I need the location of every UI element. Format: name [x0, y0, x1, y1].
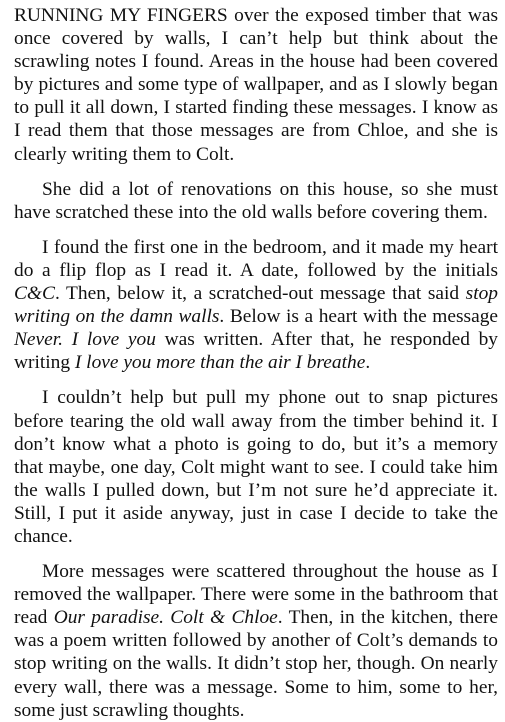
- italic-segment: stop writing on the damn walls: [14, 283, 498, 328]
- text-segment: . Then, below it, a scratched-out message that said: [54, 283, 466, 305]
- text-segment: I couldn’t help but pull my phone out to snap pictures before tearing the old wall away from the timber behind it. I don’t know what a photo is going to do, but it’s a memory that maybe, one day, Colt might want to see. I could take him the walls I pulled down, but I’m not sure he’d appreciate it. Still, I put it aside anyway, just in case I decide to take the chance.: [14, 387, 498, 547]
- italic-segment: I love you more than the air I breathe: [74, 352, 366, 374]
- text-segment: More messages were scattered throughout the house as I removed the wallpaper. There were some in the bathroom that read: [14, 561, 498, 629]
- text-segment: I found the first one in the bedroom, and it made my heart do a flip flop as I read it. A date, followed by the initials: [14, 236, 498, 281]
- paragraph-5: [14, 560, 498, 722]
- paragraph-4: [14, 386, 498, 548]
- italic-segment: Our paradise. Colt & Chloe: [53, 607, 278, 629]
- text-segment: . Then, in the kitchen, there was a poem written followed by another of Colt’s demands to stop writing on the walls. It didn’t stop her, though. On nearly every wall, there was a message. Some to him, some to her, some just scrawling thoughts.: [14, 607, 499, 721]
- italic-segment: C&C: [14, 283, 55, 305]
- italic-segment: Never. I love you: [14, 329, 156, 351]
- chapter-opening-caps: RUNNING MY FINGERS: [14, 5, 228, 26]
- paragraph-3: [14, 236, 498, 375]
- text-segment: was written. After that, he responded by writing: [14, 329, 498, 374]
- text-segment: . Below is a heart with the message: [219, 306, 498, 328]
- paragraph-2: [14, 178, 498, 224]
- text-segment: over the exposed timber that was once covered by walls, I can’t help but think about the scrawling notes I found. Areas in the house had been covered by pictures and some type of wallpaper, and as I slowly began to pull it all down, I started finding these messages. I know as I read them that those messages are from Chloe, and she is clearly writing them to Colt.: [14, 5, 498, 165]
- text-segment: .: [365, 352, 371, 374]
- paragraph-1: [14, 4, 498, 166]
- text-segment: She did a lot of renovations on this house, so she must have scratched these into the old walls before covering them.: [14, 178, 498, 223]
- book-page: [14, 4, 498, 722]
